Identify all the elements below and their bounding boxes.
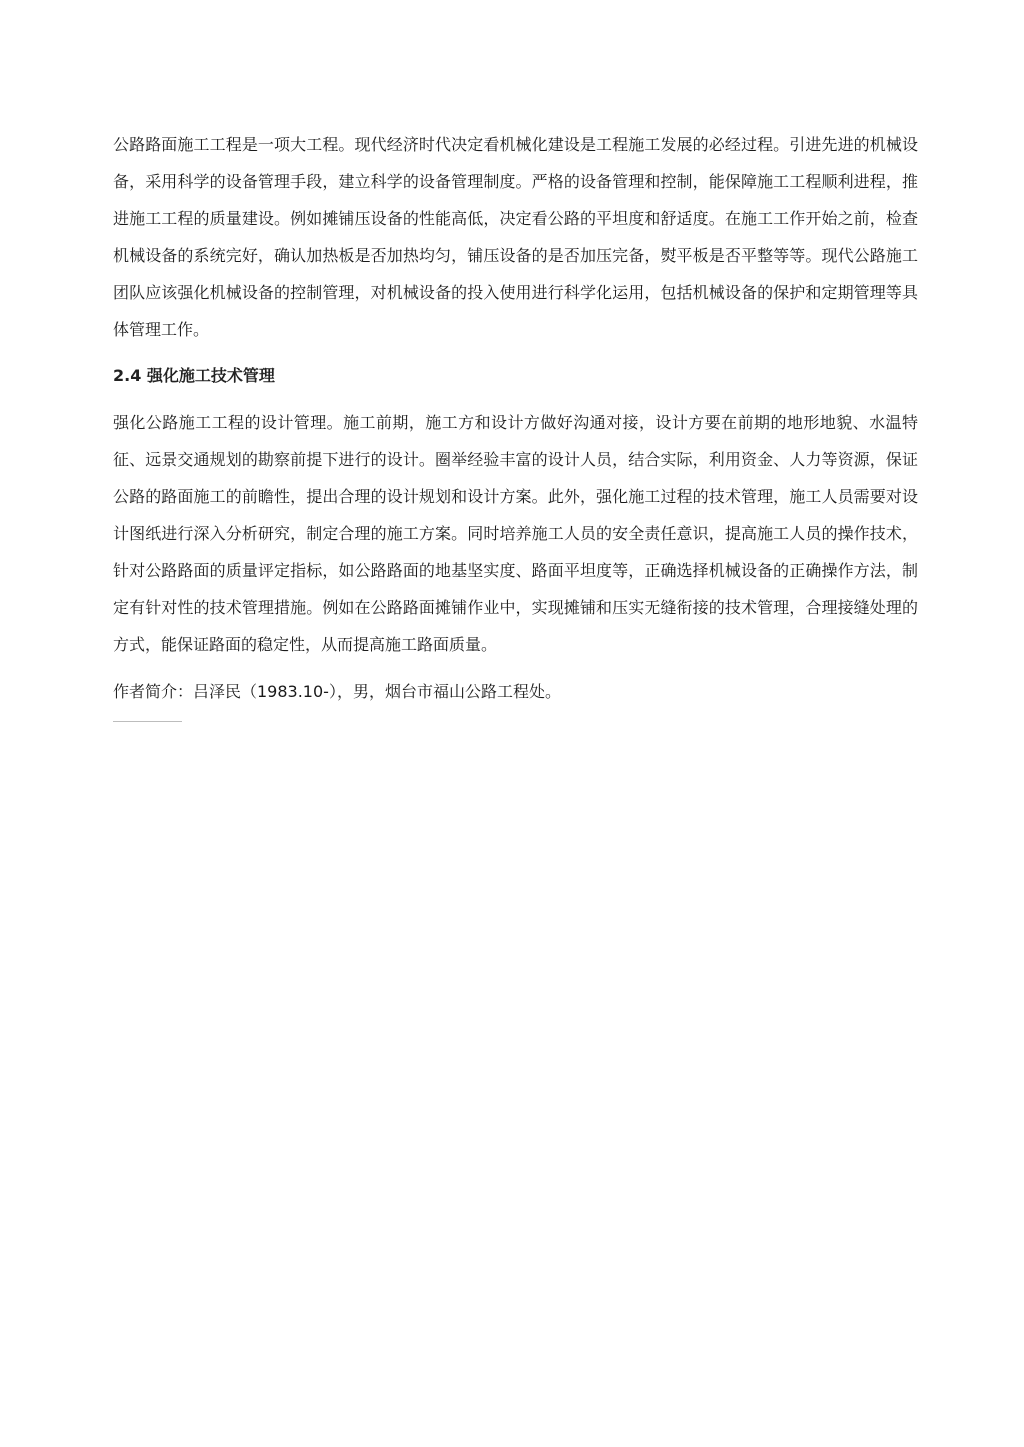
paragraph-technical-management: 强化公路施工工程的设计管理。施工前期，施工方和设计方做好沟通对接，设计方要在前期的地形地貌、水温特征、远景交通规划的勘察前提下进行的设计。圈举经验丰富的设计人员，结合实际，利用资金、人力等资源，保证公路的路面施工的前瞻性，提出合理的设计规划和设计方案。此外，强化施工过程的技术管理，施工人员需要对设计图纸进行深入分析研究，制定合理的施工方案。同时培养施工人员的安全责任意识，提高施工人员的操作技术，针对公路路面的质量评定指标，如公路路面的地基坚实度、路面平坦度等，正确选择机械设备的正确操作方法，制定有针对性的技术管理措施。例如在公路路面摊铺作业中，实现摊铺和压实无缝衔接的技术管理，合理接缝处理的方式，能保证路面的稳定性，从而提高施工路面质量。 xyxy=(113,413,918,654)
author-bio: 作者简介：吕泽民（1983.10-），男，烟台市福山公路工程处。 xyxy=(113,682,561,701)
section-heading: 2.4 强化施工技术管理 xyxy=(113,366,275,385)
footnote-divider xyxy=(113,721,182,722)
document-page xyxy=(113,126,918,722)
paragraph-machinery-management: 公路路面施工工程是一项大工程。现代经济时代决定看机械化建设是工程施工发展的必经过程。引进先进的机械设备，采用科学的设备管理手段，建立科学的设备管理制度。严格的设备管理和控制，能保障施工工程顺利进程，推进施工工程的质量建设。例如摊铺压设备的性能高低，决定看公路的平坦度和舒适度。在施工工作开始之前，检查机械设备的系统完好，确认加热板是否加热均匀，铺压设备的是否加压完备，熨平板是否平整等等。现代公路施工团队应该强化机械设备的控制管理，对机械设备的投入使用进行科学化运用，包括机械设备的保护和定期管理等具体管理工作。 xyxy=(113,135,918,339)
